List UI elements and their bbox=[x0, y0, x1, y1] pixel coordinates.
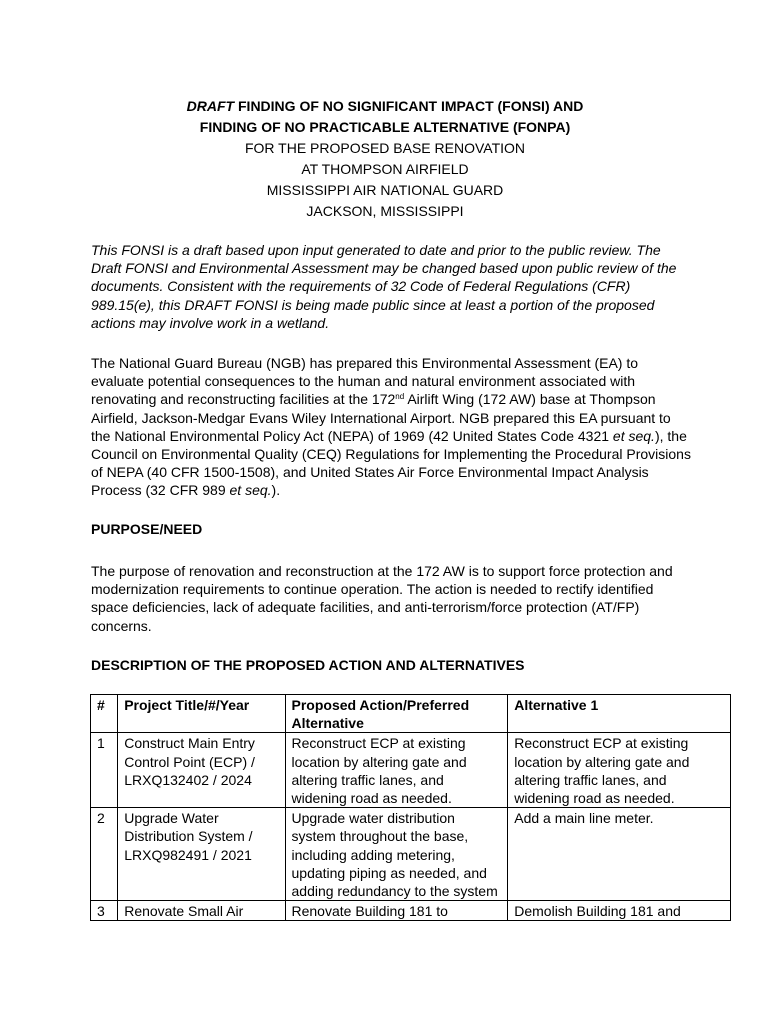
table-row bbox=[91, 733, 731, 808]
purpose-heading: PURPOSE/NEED bbox=[91, 521, 203, 537]
subtitle-line-4: AT THOMPSON AIRFIELD bbox=[301, 161, 469, 177]
subtitle-line-3: FOR THE PROPOSED BASE RENOVATION bbox=[244, 140, 526, 156]
cell-alternative-1: Reconstruct ECP at existing location by altering gate and altering traffic lanes, and widening road as needed. bbox=[508, 733, 731, 808]
ngb-paragraph: The National Guard Bureau (NGB) has prepared this Environmental Assessment (EA) to evaluate potential consequences to the human and natural environment associated with renovating and reconstructing facilities at the 172nd Airlift Wing (172 AW) base at Thompson Airfield, Jackson-Medgar Evans Wiley International Airport. NGB prepared this EA pursuant to the National Environmental Policy Act (NEPA) of 1969 (42 United States Code 4321 et seq.), the Council on Environmental Quality (CEQ) Regulations for Implementing the Procedural Provisions of NEPA (40 CFR 1500-1508), and United States Air Force Environmental Impact Analysis Process (32 CFR 989 et seq.). bbox=[91, 355, 691, 499]
header-proposed-action: Proposed Action/Preferred Alternative bbox=[285, 695, 508, 733]
cell-proposed-action: Upgrade water distribution system throughout the base, including adding metering, updating piping as needed, and adding redundancy to the system bbox=[285, 808, 508, 901]
purpose-paragraph: The purpose of renovation and reconstruction at the 172 AW is to support force protection and modernization requirements to continue operation. The action is needed to rectify identified space deficiencies, lack of adequate facilities, and anti-terrorism/force protection (AT/FP) concerns. bbox=[91, 563, 673, 634]
cell-number: 2 bbox=[91, 808, 118, 901]
subtitle-line-5: MISSISSIPPI AIR NATIONAL GUARD bbox=[266, 182, 504, 198]
ordinal-superscript: nd bbox=[395, 392, 405, 402]
cell-project-title: Renovate Small Air bbox=[118, 901, 285, 921]
cell-number: 3 bbox=[91, 901, 118, 921]
cell-proposed-action: Reconstruct ECP at existing location by altering gate and altering traffic lanes, and widening road as needed. bbox=[285, 733, 508, 808]
draft-label: DRAFT bbox=[186, 98, 235, 114]
cell-project-title: Construct Main Entry Control Point (ECP) / LRXQ132402 / 2024 bbox=[118, 733, 285, 808]
table-header-row bbox=[91, 695, 731, 733]
title-line-2: FINDING OF NO PRACTICABLE ALTERNATIVE (FONPA) bbox=[199, 119, 571, 135]
title-line-1: DRAFT FINDING OF NO SIGNIFICANT IMPACT (FONSI) AND bbox=[186, 98, 584, 114]
table-row bbox=[91, 808, 731, 901]
cell-proposed-action: Renovate Building 181 to bbox=[285, 901, 508, 921]
header-project-title: Project Title/#/Year bbox=[118, 695, 285, 733]
document-title-block bbox=[0, 96, 770, 222]
header-alternative-1: Alternative 1 bbox=[508, 695, 731, 733]
draft-notice-paragraph: This FONSI is a draft based upon input generated to date and prior to the public review. The Draft FONSI and Environmental Assessment may be changed based upon public review of the documents. Consistent with the requirements of 32 Code of Federal Regulations (CFR) 989.15(e), this DRAFT FONSI is being made public since at least a portion of the proposed actions may involve work in a wetland. bbox=[91, 242, 677, 331]
description-heading: DESCRIPTION OF THE PROPOSED ACTION AND ALTERNATIVES bbox=[91, 657, 525, 673]
table-row bbox=[91, 901, 731, 921]
cell-number: 1 bbox=[91, 733, 118, 808]
cell-alternative-1: Add a main line meter. bbox=[508, 808, 731, 901]
header-number: # bbox=[91, 695, 118, 733]
subtitle-line-6: JACKSON, MISSISSIPPI bbox=[306, 203, 464, 219]
cell-alternative-1: Demolish Building 181 and bbox=[508, 901, 731, 921]
alternatives-table bbox=[90, 694, 731, 921]
cell-project-title: Upgrade Water Distribution System / LRXQ982491 / 2021 bbox=[118, 808, 285, 901]
